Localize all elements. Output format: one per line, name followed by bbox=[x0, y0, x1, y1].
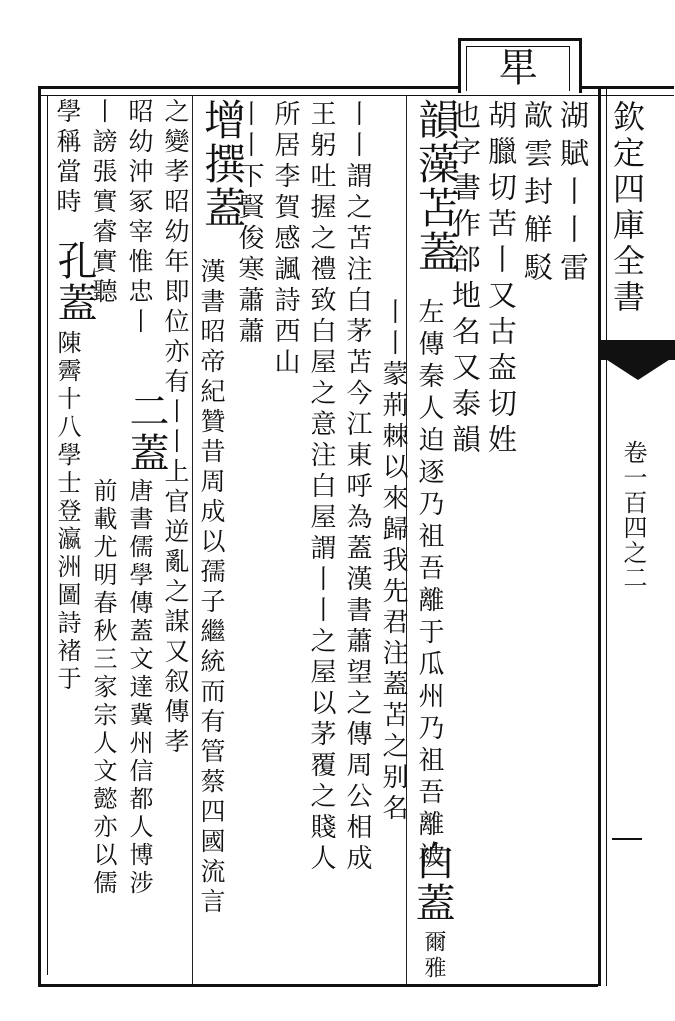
entry-heading: 白蓋 bbox=[409, 840, 455, 924]
text-column: 學稱當時 bbox=[53, 98, 82, 218]
entry-heading: 韻藻苫蓋 bbox=[412, 98, 461, 274]
column-rule bbox=[192, 95, 193, 984]
text-column: 左傳秦人迫逐乃祖吾離于瓜州乃祖吾離被 bbox=[414, 298, 444, 874]
text-column: 也字書作郃地名又泰韻 bbox=[448, 100, 482, 460]
text-column: 丨謗張實睿實聽 bbox=[89, 98, 118, 308]
gutter-right-rule bbox=[606, 86, 607, 986]
frame-left-rule bbox=[38, 86, 41, 986]
entry-heading: 孔蓋 bbox=[51, 240, 97, 324]
text-column: 丨丨下賢俊寒蕭蕭 bbox=[234, 100, 264, 348]
text-column: 唐書儒學傳蓋文達冀州信都人博涉 bbox=[125, 478, 153, 898]
text-column-small: 爾雅 bbox=[421, 930, 446, 982]
entry-heading: 二蓋 bbox=[123, 390, 169, 474]
margin-volume: 卷一百四之二 bbox=[619, 440, 647, 590]
fishtail-chevron bbox=[601, 356, 675, 380]
gutter-left-rule bbox=[598, 86, 601, 986]
entry-heading: 增撰蓋 bbox=[198, 98, 247, 230]
text-column: 陳霽十八學士登瀛洲圖詩褚于 bbox=[53, 330, 81, 694]
page-mark bbox=[612, 838, 642, 840]
text-column: 王躬吐握之禮致白屋之意注白屋謂丨丨之屋以茅覆之賤人 bbox=[306, 100, 336, 875]
heading-tab-character: 㽚 bbox=[498, 45, 538, 91]
text-column: 所居李賀感諷詩西山 bbox=[270, 100, 300, 379]
text-column: 歊雲封觧駁 bbox=[520, 100, 554, 290]
frame-top-inner-rule bbox=[38, 95, 674, 96]
text-column: 丨丨謂之苫注白茅苫今江東呼為蓋漢書蕭望之傳周公相成 bbox=[342, 100, 372, 875]
text-column: 昭幼沖冢宰惟忠丨 bbox=[125, 98, 154, 338]
text-column: 胡臘切苦丨又古盇切姓 bbox=[484, 100, 518, 460]
text-column: 湖賦丨丨雷 bbox=[556, 100, 590, 290]
text-column: 丨丨蒙荊棘以來歸我先君注蓋苫之别名 bbox=[378, 298, 408, 825]
frame-left-inner-rule bbox=[47, 95, 48, 975]
margin-title: 欽定四庫全書 bbox=[608, 100, 646, 316]
text-column: 前載尤明春秋三家宗人文懿亦以儒 bbox=[89, 478, 117, 898]
text-column: 之變孝昭幼年即位亦有丨丨上官逆亂之謀又叙傳孝 bbox=[161, 98, 190, 758]
text-column: 漢書昭帝紀贊昔周成以孺子繼統而有管蔡四國流言 bbox=[197, 258, 226, 918]
frame-bottom-rule bbox=[38, 984, 598, 987]
